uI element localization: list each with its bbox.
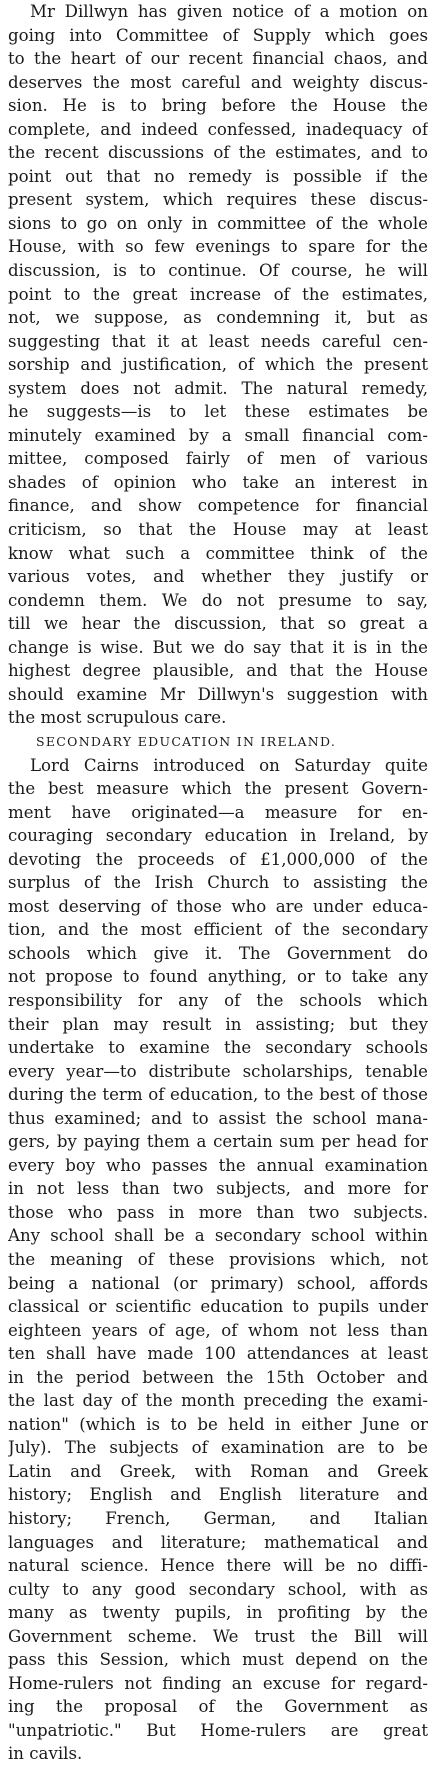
text-line: the most scrupulous care.	[8, 706, 428, 730]
text-line: tion, and the most efficient of the secondary	[8, 918, 428, 942]
text-line: Government scheme. We trust the Bill will	[8, 1625, 428, 1649]
text-line: know what such a committee think of the	[8, 542, 428, 566]
text-line: history; English and English literature and	[8, 1483, 428, 1507]
text-line: system does not admit. The natural remedy,	[8, 377, 428, 401]
text-line: responsibility for any of the schools which	[8, 989, 428, 1013]
text-line: various votes, and whether they justify or	[8, 565, 428, 589]
text-line: going into Committee of Supply which goes	[8, 24, 428, 48]
text-line: the recent discussions of the estimates, and to	[8, 141, 428, 165]
text-line: in the period between the 15th October and	[8, 1366, 428, 1390]
text-line: those who pass in more than two subjects.	[8, 1201, 428, 1225]
text-line: during the term of education, to the best of those	[8, 1083, 428, 1107]
text-line: ment have originated—a measure for en-	[8, 801, 428, 825]
text-line: finance, and show competence for financial	[8, 494, 428, 518]
text-line: Mr Dillwyn has given notice of a motion on	[8, 0, 428, 24]
text-line: schools which give it. The Government do	[8, 942, 428, 966]
text-line: the best measure which the present Govern-	[8, 777, 428, 801]
text-line: not, we suppose, as condemning it, but as	[8, 306, 428, 330]
text-line: pass this Session, which must depend on the	[8, 1648, 428, 1672]
text-line: condemn them. We do not presume to say,	[8, 589, 428, 613]
text-line: in cavils.	[8, 1742, 428, 1766]
text-line: Home-rulers not finding an excuse for regard-	[8, 1672, 428, 1696]
text-line: history; French, German, and Italian	[8, 1507, 428, 1531]
paragraph-dillwyn-motion	[8, 0, 428, 730]
text-line: point to the great increase of the estimates,	[8, 283, 428, 307]
text-line: every year—to distribute scholarships, tenable	[8, 1060, 428, 1084]
text-line: House, with so few evenings to spare for the	[8, 235, 428, 259]
text-line: minutely examined by a small financial com-	[8, 424, 428, 448]
text-line: thus examined; and to assist the school mana-	[8, 1107, 428, 1131]
text-line: natural science. Hence there will be no diffi-	[8, 1554, 428, 1578]
text-line: shades of opinion who take an interest in	[8, 471, 428, 495]
text-line: should examine Mr Dillwyn's suggestion with	[8, 683, 428, 707]
text-line: Any school shall be a secondary school within	[8, 1224, 428, 1248]
text-line: devoting the proceeds of £1,000,000 of the	[8, 848, 428, 872]
text-line: Lord Cairns introduced on Saturday quite	[8, 754, 428, 778]
text-line: many as twenty pupils, in profiting by the	[8, 1601, 428, 1625]
text-line: being a national (or primary) school, affords	[8, 1272, 428, 1296]
text-line: highest degree plausible, and that the House	[8, 659, 428, 683]
text-line: July). The subjects of examination are to be	[8, 1436, 428, 1460]
text-line: sion. He is to bring before the House the	[8, 94, 428, 118]
text-line: gers, by paying them a certain sum per head for	[8, 1130, 428, 1154]
text-line: ing the proposal of the Government as	[8, 1695, 428, 1719]
text-line: criticism, so that the House may at least	[8, 518, 428, 542]
text-line: to the heart of our recent financial chaos, and	[8, 47, 428, 71]
text-line: classical or scientific education to pupils under	[8, 1295, 428, 1319]
text-line: sions to go on only in committee of the whole	[8, 212, 428, 236]
text-line: nation" (which is to be held in either June or	[8, 1413, 428, 1437]
text-line: discussion, is to continue. Of course, he will	[8, 259, 428, 283]
text-line: point out that no remedy is possible if the	[8, 165, 428, 189]
text-line: culty to any good secondary school, with as	[8, 1578, 428, 1602]
text-line: most deserving of those who are under educa-	[8, 895, 428, 919]
section-heading: SECONDARY EDUCATION IN IRELAND.	[8, 730, 428, 754]
text-line: Latin and Greek, with Roman and Greek	[8, 1460, 428, 1484]
text-line: change is wise. But we do say that it is in the	[8, 636, 428, 660]
text-line: till we hear the discussion, that so great a	[8, 612, 428, 636]
text-line: languages and literature; mathematical and	[8, 1531, 428, 1555]
text-line: their plan may result in assisting; but they	[8, 1013, 428, 1037]
text-line: every boy who passes the annual examination	[8, 1154, 428, 1178]
text-line: he suggests—is to let these estimates be	[8, 400, 428, 424]
text-line: sorship and justification, of which the present	[8, 353, 428, 377]
text-line: not propose to found anything, or to take any	[8, 965, 428, 989]
text-line: ten shall have made 100 attendances at least	[8, 1342, 428, 1366]
text-line: undertake to examine the secondary schools	[8, 1036, 428, 1060]
text-line: suggesting that it at least needs careful cen-	[8, 330, 428, 354]
text-line: surplus of the Irish Church to assisting the	[8, 871, 428, 895]
text-line: mittee, composed fairly of men of various	[8, 447, 428, 471]
text-line: couraging secondary education in Ireland, by	[8, 824, 428, 848]
text-line: complete, and indeed confessed, inadequacy of	[8, 118, 428, 142]
text-line: the last day of the month preceding the exami-	[8, 1389, 428, 1413]
text-line: eighteen years of age, of whom not less than	[8, 1319, 428, 1343]
text-line: the meaning of these provisions which, not	[8, 1248, 428, 1272]
text-line: present system, which requires these discus-	[8, 188, 428, 212]
text-line: "unpatriotic." But Home-rulers are great	[8, 1719, 428, 1743]
paragraph-irish-education	[8, 754, 428, 1766]
text-line: in not less than two subjects, and more for	[8, 1177, 428, 1201]
text-line: deserves the most careful and weighty discus-	[8, 71, 428, 95]
